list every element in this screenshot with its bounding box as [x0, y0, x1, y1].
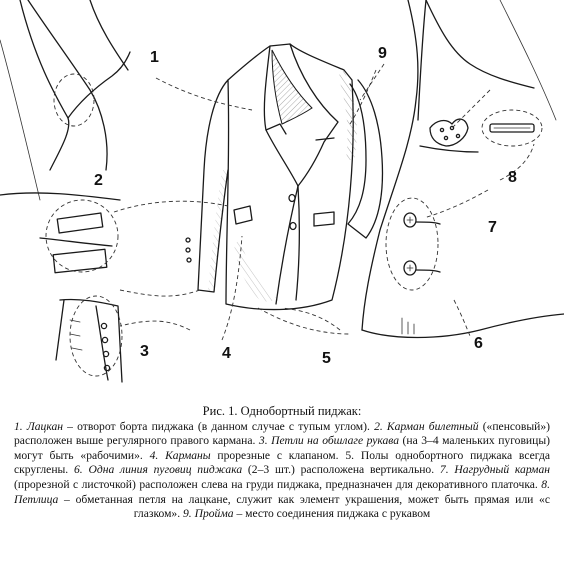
caption-term-9: 9. Пройма [183, 507, 234, 521]
callout-2: 2 [94, 172, 103, 189]
callout-3: 3 [140, 343, 149, 360]
callout-1: 1 [150, 49, 159, 66]
lapel-highlight [54, 74, 94, 126]
caption-desc-9: – место соединения пиджака с рукавом [233, 507, 431, 521]
callout-7: 7 [488, 219, 497, 236]
caption-desc-3: (на 3–4 маленьких пуговицы) могут быть «рабочими». [14, 434, 550, 462]
caption-desc-1: – отворот борта пиджака (в данном случае с тупым углом). [63, 419, 375, 433]
caption-body [14, 420, 550, 522]
left-detail-pockets [0, 193, 120, 273]
left-detail-lapel [0, 0, 130, 200]
callout-8: 8 [508, 169, 517, 186]
callout-6: 6 [474, 335, 483, 352]
caption-term-3: 3. Петли на обшлаге рукава [258, 434, 400, 448]
caption-term-1: 1. Лацкан [14, 419, 63, 433]
caption-desc-4: прорезные с клапаном. [210, 448, 346, 462]
caption-desc-2: («пенсовый») расположен выше регулярного правого кармана. [14, 419, 550, 448]
center-jacket [114, 44, 382, 340]
caption-term-8: 8. Петлица [14, 477, 550, 506]
caption-term-5: 5. [345, 448, 355, 462]
caption-desc-6: (2–3 шт.) расположена вертикально. [242, 463, 440, 477]
callout-9: 9 [378, 45, 387, 62]
left-detail-cuff [56, 296, 122, 382]
callout-5: 5 [322, 350, 331, 367]
caption-desc-7: (прорезной с листочкой) расположен слева на груди пиджака, предназначен для декоративного платочка. [14, 477, 542, 491]
caption-term-2: 2. Карман билетный [374, 419, 479, 433]
figure-caption [14, 404, 550, 522]
caption-term-6: 6. Одна линия пуговиц пиджака [74, 463, 243, 477]
caption-term-7: 7. Нагрудный карман [439, 463, 550, 477]
right-detail [360, 0, 564, 338]
caption-desc-8: – обметанная петля на лацкане, служит как элемент украшения, может быть прямая или «с глазком». [58, 492, 550, 521]
caption-title: Рис. 1. Однобортный пиджак: [202, 404, 362, 418]
callout-4: 4 [222, 345, 231, 362]
caption-desc-5: Полы однобортного пиджака всегда скруглены. [14, 448, 550, 477]
caption-term-4: 4. Карманы [149, 448, 211, 462]
